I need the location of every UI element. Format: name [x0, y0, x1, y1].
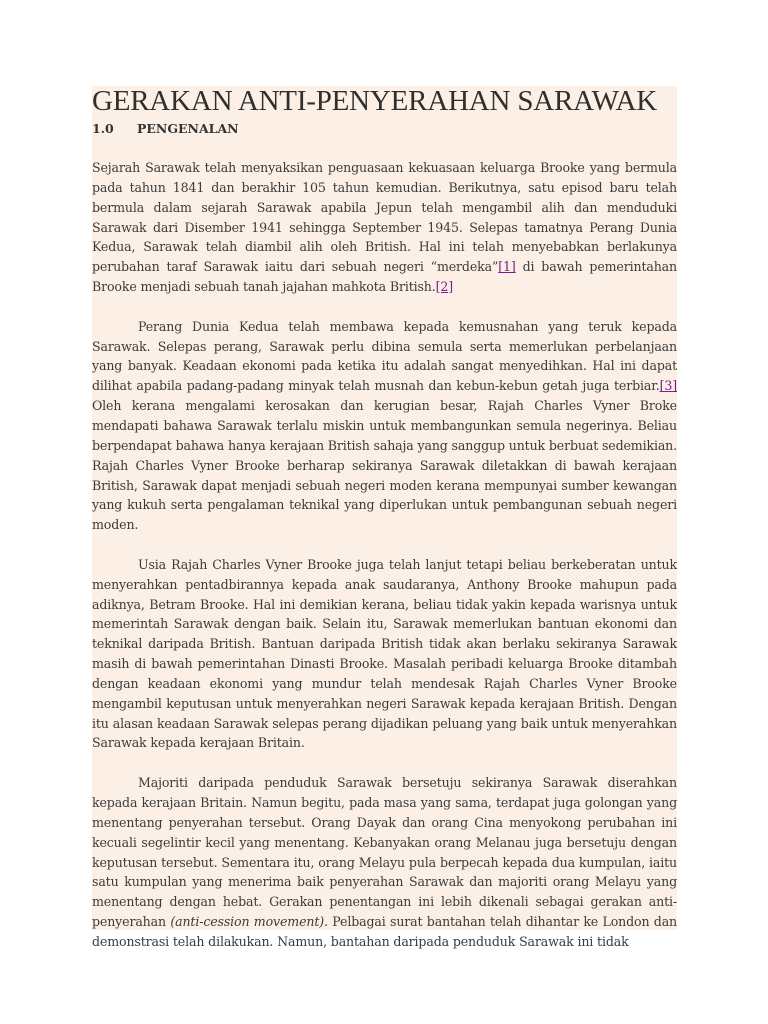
paragraph-2-text-a: Perang Dunia Kedua telah membawa kepada kemusnahan yang teruk kepada Sarawak. Selepas perang, Sarawak perlu dibina semula serta memerlukan perbelanjaan yang banyak. Keadaan ekonomi pada ketika itu adalah sangat menyedihkan. Hal ini dapat dilihat apabila padang-padang minyak telah musnah dan kebun-kebun getah juga terbiar.: [92, 318, 677, 394]
section-heading: [92, 120, 677, 138]
paragraph-2: [92, 317, 677, 535]
footnote-link-1[interactable]: [1]: [498, 259, 516, 275]
paragraph-4-text-a: Majoriti daripada penduduk Sarawak bersetuju sekiranya Sarawak diserahkan kepada kerajaan Britain. Namun begitu, pada masa yang sama, terdapat juga golongan yang menentang penyerahan tersebut. Orang Dayak dan orang Cina menyokong perubahan ini kecuali segelintir kecil yang menentang. Kebanyakan orang Melanau juga bersetuju dengan keputusan tersebut. Sementara itu, orang Melayu pula berpecah kepada dua kumpulan, iaitu satu kumpulan yang menerima baik penyerahan Sarawak dan majoriti orang Melayu yang menentang dengan hebat. Gerakan penentangan ini lebih dikenali sebagai gerakan anti-penyerahan: [92, 775, 677, 930]
paragraph-1-text-b: di bawah pemerintahan Brooke menjadi sebuah tanah jajahan mahkota British.: [92, 259, 677, 295]
document-page: [92, 85, 678, 949]
paragraph-1-text-a: Sejarah Sarawak telah menyaksikan penguasaan kekuasaan keluarga Brooke yang bermula pada tahun 1841 dan berakhir 105 tahun kemudian. Berikutnya, satu episod baru telah bermula dalam sejarah Sarawak apabila Jepun telah mengambil alih dan menduduki Sarawak dari Disember 1941 sehingga September 1945. Selepas tamatnya Perang Dunia Kedua, Sarawak telah diambil alih oleh British. Hal ini telah menyebabkan berlakunya perubahan taraf Sarawak iaitu dari sebuah negeri “merdeka”: [92, 160, 677, 275]
document-title: GERAKAN ANTI-PENYERAHAN SARAWAK: [92, 85, 658, 117]
footnote-link-2[interactable]: [2]: [435, 279, 454, 295]
paragraph-4-text-b: Pelbagai surat bantahan telah dihantar ke London dan demonstrasi telah dilakukan. Namun, bantahan daripada penduduk Sarawak ini tidak: [92, 914, 678, 949]
footnote-link-3[interactable]: [3]: [659, 378, 677, 394]
paragraph-2-text-b: Oleh kerana mengalami kerosakan dan kerugian besar, Rajah Charles Vyner Broke mendapati bahawa Sarawak terlalu miskin untuk membangunkan semula negerinya. Beliau berpendapat bahawa hanya kerajaan British sahaja yang sanggup untuk berbuat sedemikian. Rajah Charles Vyner Brooke berharap sekiranya Sarawak diletakkan di bawah kerajaan British, Sarawak dapat menjadi sebuah negeri moden kerana mempunyai sumber kewangan yang kukuh serta pengalaman teknikal yang diperlukan untuk pembangunan sebuah negeri moden.: [92, 398, 677, 533]
paragraph-4-italic: (anti-cession movement).: [170, 914, 328, 930]
paragraph-3: Usia Rajah Charles Vyner Brooke juga telah lanjut tetapi beliau berkeberatan untuk menyerahkan pentadbirannya kepada anak saudaranya, Anthony Brooke mahupun pada adiknya, Betram Brooke. Hal ini demikian kerana, beliau tidak yakin kepada warisnya untuk memerintah Sarawak dengan baik. Selain itu, Sarawak memerlukan bantuan ekonomi dan teknikal daripada British. Bantuan daripada British tidak akan berlaku sekiranya Sarawak masih di bawah pemerintahan Dinasti Brooke. Masalah peribadi keluarga Brooke ditambah dengan keadaan ekonomi yang mundur telah mendesak Rajah Charles Vyner Brooke mengambil keputusan untuk menyerahkan negeri Sarawak kepada kerajaan British. Dengan itu alasan keadaan Sarawak selepas perang dijadikan peluang yang baik untuk menyerahkan Sarawak kepada kerajaan Britain.: [92, 556, 677, 751]
section-number: 1.0: [92, 121, 114, 136]
paragraph-4: [92, 773, 677, 952]
paragraph-1: [92, 158, 677, 297]
section-title: PENGENALAN: [137, 121, 239, 136]
